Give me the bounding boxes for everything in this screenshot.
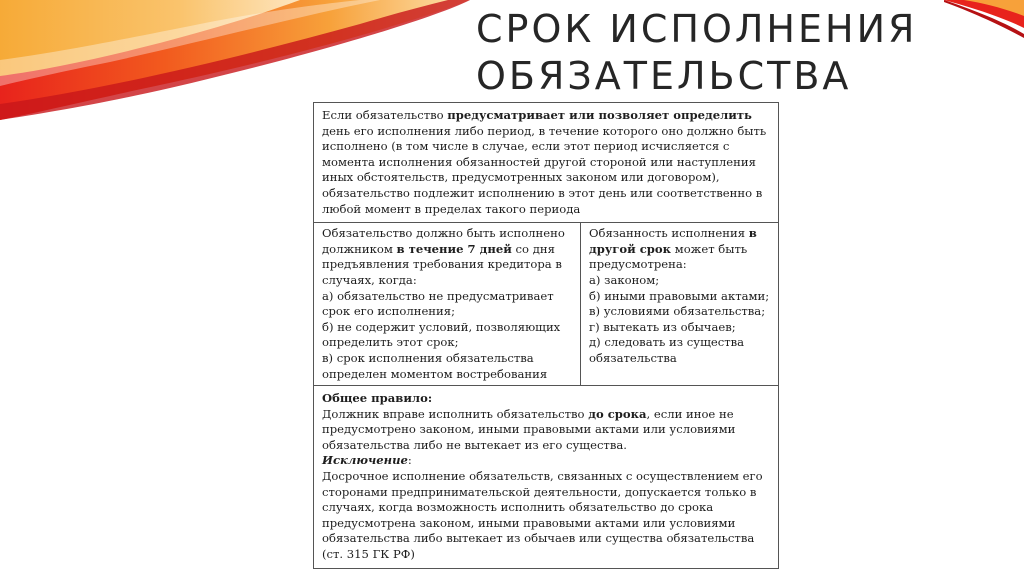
split-row xyxy=(314,223,778,386)
list-item: в) срок исполнения обязательства определен моментом востребования xyxy=(322,350,548,381)
list-item: д) следовать из существа обязательства xyxy=(589,335,745,365)
general-rule-cell xyxy=(314,103,778,223)
bold-text: до срока xyxy=(588,406,647,421)
text: Обязанность исполнения xyxy=(589,226,749,241)
list-item: г) вытекать из обычаев; xyxy=(589,319,736,334)
text: , если иное не предусмотрено законом, иными правовыми актами или условиями обязательства либо не вытекает из его существа. xyxy=(322,406,736,452)
seven-days-cell xyxy=(314,223,581,385)
text: : xyxy=(407,453,412,468)
list-item: в) условиями обязательства; xyxy=(589,304,766,319)
text: со дня предъявления требования кредитора в случаях, когда: xyxy=(322,241,562,287)
text: Должник вправе исполнить обязательство xyxy=(322,406,589,421)
list-item: а) обязательство не предусматривает срок его исполнения; xyxy=(322,288,554,319)
text: день его исполнения либо период, в течение которого оно должно быть исполнено (в том числе в случае, если этот период исчисляется с момента исполнения обязанностей другой стороной или наступления иных обстоятельств, предусмотренных законом или договором), обязательство подлежит исполнению в этот день или соответственно в любой момент в пределах такого периода xyxy=(322,123,767,216)
other-term-cell xyxy=(581,223,778,385)
text: Обязательство должно быть исполнено должником xyxy=(322,226,565,256)
bold-text: в другой срок xyxy=(589,226,757,256)
list-item: а) законом; xyxy=(589,272,660,287)
bold-text: предусматривает или позволяет определить xyxy=(447,108,752,122)
title-line-1: СРОК ИСПОЛНЕНИЯ xyxy=(476,7,918,51)
bold-text: в течение 7 дней xyxy=(396,241,512,256)
obligation-term-table xyxy=(313,102,779,569)
exception-label: Исключение xyxy=(322,453,408,468)
text: Если обязательство xyxy=(322,108,448,122)
decorative-corner xyxy=(944,0,1024,60)
text: может быть предусмотрена: xyxy=(589,241,748,272)
text: Досрочное исполнение обязательств, связанных с осуществлением его сторонами предпринимательской деятельности, допускается только в случаях, когда возможность исполнить обязательство до срока предусмотрена законом, иными правовыми актами или условиями обязательства либо вытекает из обычаев или существа обязательства (ст. 315 ГК РФ) xyxy=(322,469,763,562)
early-performance-cell xyxy=(314,386,778,568)
section-heading: Общее правило: xyxy=(322,391,433,406)
list-item: б) иными правовыми актами; xyxy=(589,288,770,303)
title-line-2: ОБЯЗАТЕЛЬСТВА xyxy=(476,54,852,98)
list-item: б) не содержит условий, позволяющих определить этот срок; xyxy=(322,319,561,350)
page-title xyxy=(476,6,917,100)
